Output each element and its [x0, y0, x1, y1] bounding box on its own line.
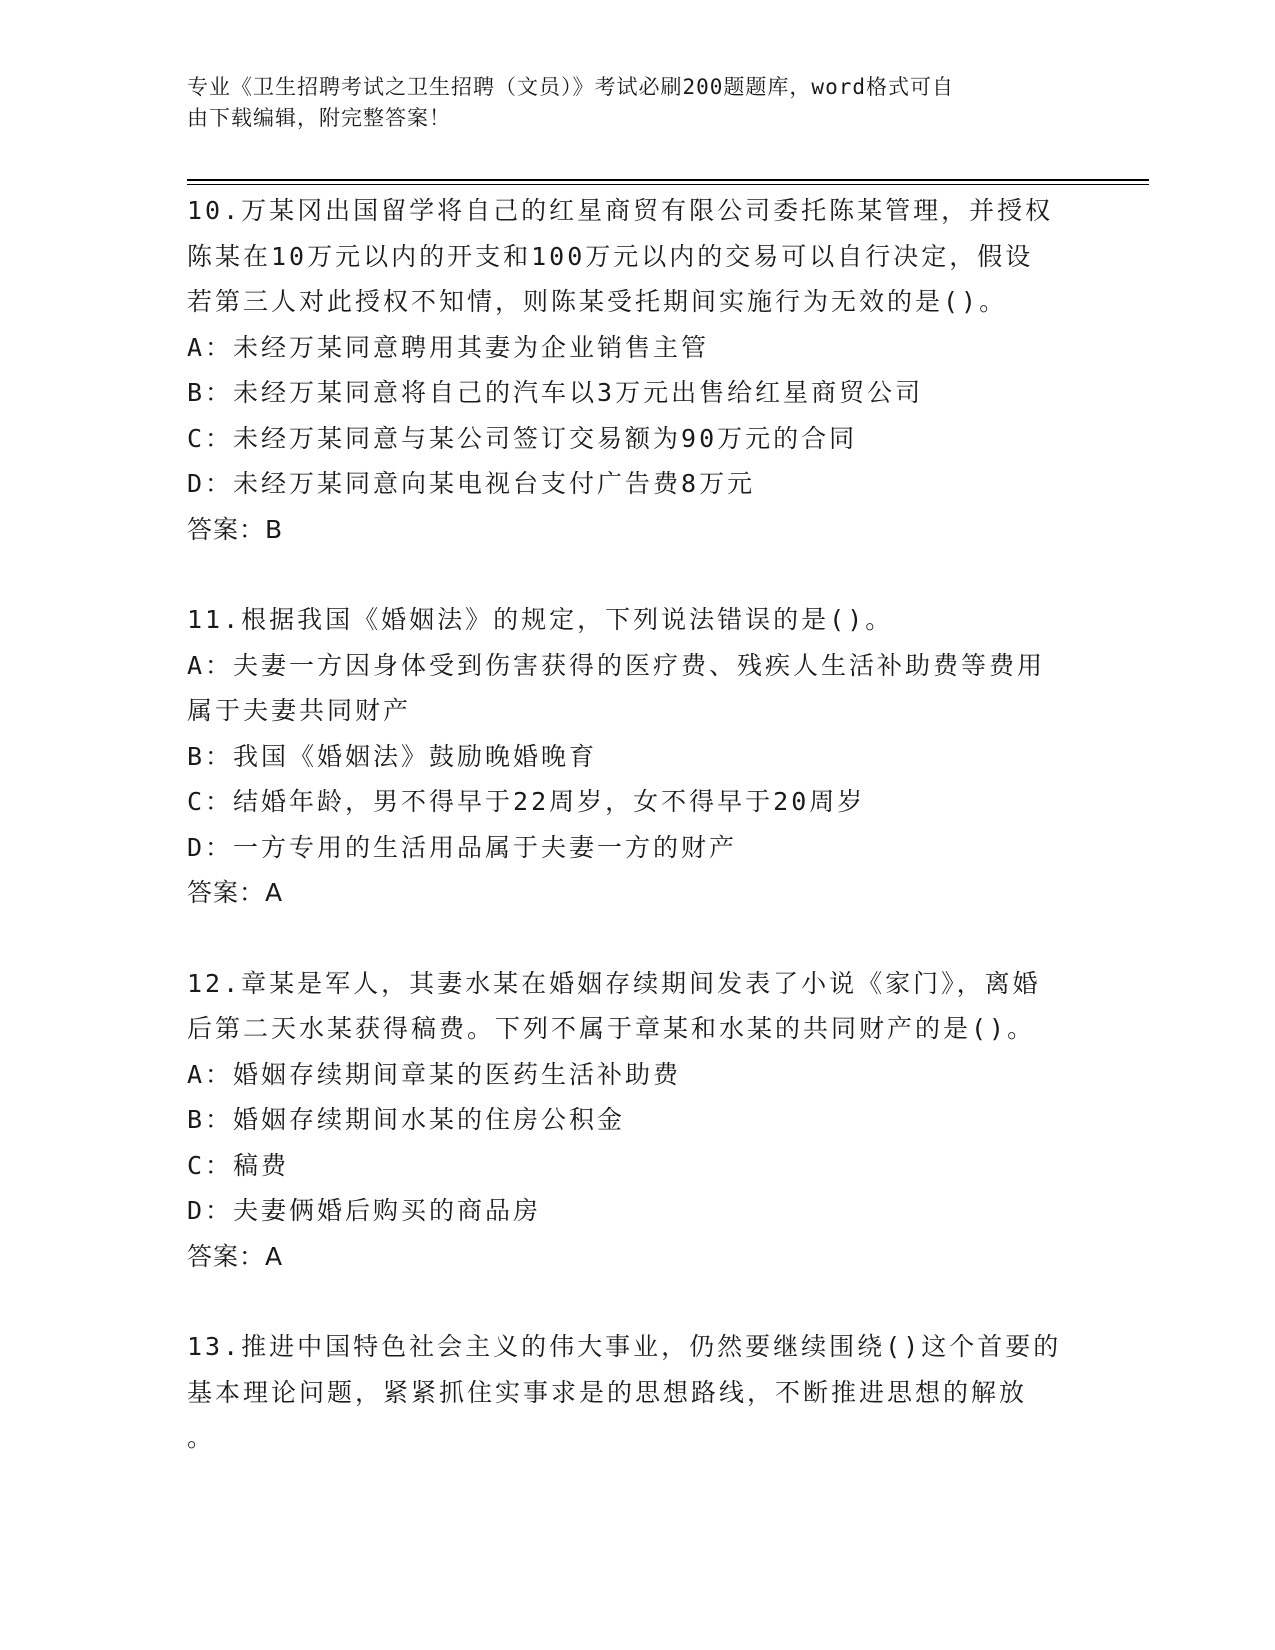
answer-label: 答案：B	[187, 514, 284, 544]
question-10	[187, 188, 1087, 552]
header-line-2: 由下载编辑，附完整答案！	[187, 106, 451, 130]
question-stem-line: 10.万某冈出国留学将自己的红星商贸有限公司委托陈某管理，并授权	[187, 196, 1054, 225]
option-c: C：结婚年龄，男不得早于22周岁，女不得早于20周岁	[187, 787, 866, 816]
question-stem-line: 陈某在10万元以内的开支和100万元以内的交易可以自行决定，假设	[187, 241, 1034, 271]
question-11	[187, 597, 1087, 916]
option-c: C：未经万某同意与某公司签订交易额为90万元的合同	[187, 423, 858, 453]
option-d: D：夫妻俩婚后购买的商品房	[187, 1196, 542, 1225]
option-c: C：稿费	[187, 1150, 290, 1180]
question-stem-line: 11.根据我国《婚姻法》的规定，下列说法错误的是()。	[187, 605, 894, 634]
header-divider-thick	[187, 179, 1149, 181]
option-a: A：未经万某同意聘用其妻为企业销售主管	[187, 332, 710, 362]
question-list	[187, 188, 1087, 1506]
question-stem-line: 。	[187, 1423, 216, 1452]
option-d: D：一方专用的生活用品属于夫妻一方的财产	[187, 832, 738, 862]
question-stem-line: 基本理论问题，紧紧抓住实事求是的思想路线，不断推进思想的解放	[187, 1377, 1028, 1407]
answer-label: 答案：A	[187, 1241, 284, 1271]
option-d: D：未经万某同意向某电视台支付广告费8万元	[187, 469, 756, 498]
question-stem-line: 后第二天水某获得稿费。下列不属于章某和水某的共同财产的是()。	[187, 1014, 1036, 1043]
option-a-continuation: 属于夫妻共同财产	[187, 696, 412, 725]
option-b: B：未经万某同意将自己的汽车以3万元出售给红星商贸公司	[187, 378, 924, 407]
option-b: B：婚姻存续期间水某的住房公积金	[187, 1105, 626, 1134]
header-line-1: 专业《卫生招聘考试之卫生招聘（文员）》考试必刷200题题库，word格式可自	[187, 75, 954, 99]
question-stem-line: 13.推进中国特色社会主义的伟大事业，仍然要继续围绕()这个首要的	[187, 1332, 1062, 1361]
answer-label: 答案：A	[187, 878, 284, 907]
header-divider-thin	[187, 184, 1149, 185]
question-12	[187, 961, 1087, 1280]
option-a: A：婚姻存续期间章某的医药生活补助费	[187, 1059, 682, 1089]
question-stem-line: 若第三人对此授权不知情，则陈某受托期间实施行为无效的是()。	[187, 287, 1008, 316]
option-a: A：夫妻一方因身体受到伤害获得的医疗费、残疾人生活补助费等费用	[187, 650, 1046, 680]
document-header	[187, 72, 1067, 134]
question-13	[187, 1324, 1087, 1461]
question-stem-line: 12.章某是军人，其妻水某在婚姻存续期间发表了小说《家门》，离婚	[187, 968, 1041, 998]
option-b: B：我国《婚姻法》鼓励晚婚晚育	[187, 741, 598, 771]
